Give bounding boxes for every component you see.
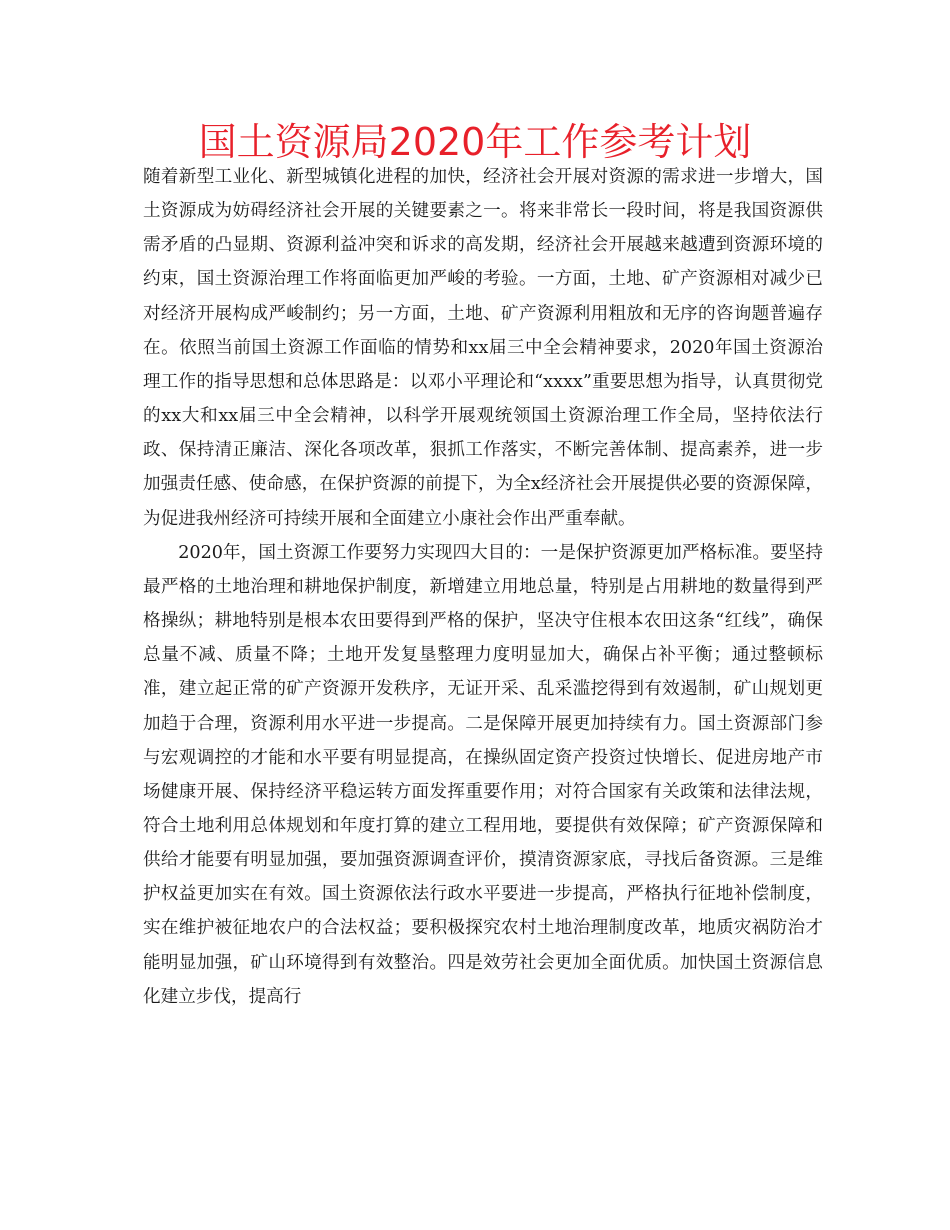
body-paragraph-2: 2020年，国土资源工作要努力实现四大目的：一是保护资源更加严格标准。要坚持最严格的土地治理和耕地保护制度，新增建立用地总量，特别是占用耕地的数量得到严格操纵；耕地特别是根本农田要得到严格的保护，坚决守住根本农田这条“红线”，确保总量不减、质量不降；土地开发复垦整理力度明显加大，确保占补平衡；通过整顿标准，建立起正常的矿产资源开发秩序，无证开采、乱采滥挖得到有效遏制，矿山规划更加趋于合理，资源利用水平进一步提高。二是保障开展更加持续有力。国土资源部门参与宏观调控的才能和水平要有明显提高，在操纵固定资产投资过快增长、促进房地产市场健康开展、保持经济平稳运转方面发挥重要作用；对符合国家有关政策和法律法规，符合土地利用总体规划和年度打算的建立工程用地，要提供有效保障；矿产资源保障和供给才能要有明显加强，要加强资源调查评价，摸清资源家底，寻找后备资源。三是维护权益更加实在有效。国土资源依法行政水平要进一步提高，严格执行征地补偿制度，实在维护被征地农户的合法权益；要积极探究农村土地治理制度改革，地质灾祸防治才能明显加强，矿山环境得到有效整治。四是效劳社会更加全面优质。加快国土资源信息化建立步伐，提高行 (143, 542, 823, 1007)
body-paragraph-1: 随着新型工业化、新型城镇化进程的加快，经济社会开展对资源的需求进一步增大，国土资源成为妨碍经济社会开展的关键要素之一。将来非常长一段时间，将是我国资源供需矛盾的凸显期、资源利益冲突和诉求的高发期，经济社会开展越来越遭到资源环境的约束，国土资源治理工作将面临更加严峻的考验。一方面，土地、矿产资源相对减少已对经济开展构成严峻制约；另一方面，土地、矿产资源利用粗放和无序的咨询题普遍存在。依照当前国土资源工作面临的情势和xx届三中全会精神要求，2020年国土资源治理工作的指导思想和总体思路是：以邓小平理论和“xxxx”重要思想为指导，认真贯彻党的xx大和xx届三中全会精神，以科学开展观统领国土资源治理工作全局，坚持依法行政、保持清正廉洁、深化各项改革，狠抓工作落实，不断完善体制、提高素养，进一步加强责任感、使命感，在保护资源的前提下，为全x经济社会开展提供必要的资源保障，为促进我州经济可持续开展和全面建立小康社会作出严重奉献。 (143, 167, 823, 529)
document-body (143, 160, 823, 1014)
document-title: 国土资源局2020年工作参考计划 (198, 120, 752, 164)
